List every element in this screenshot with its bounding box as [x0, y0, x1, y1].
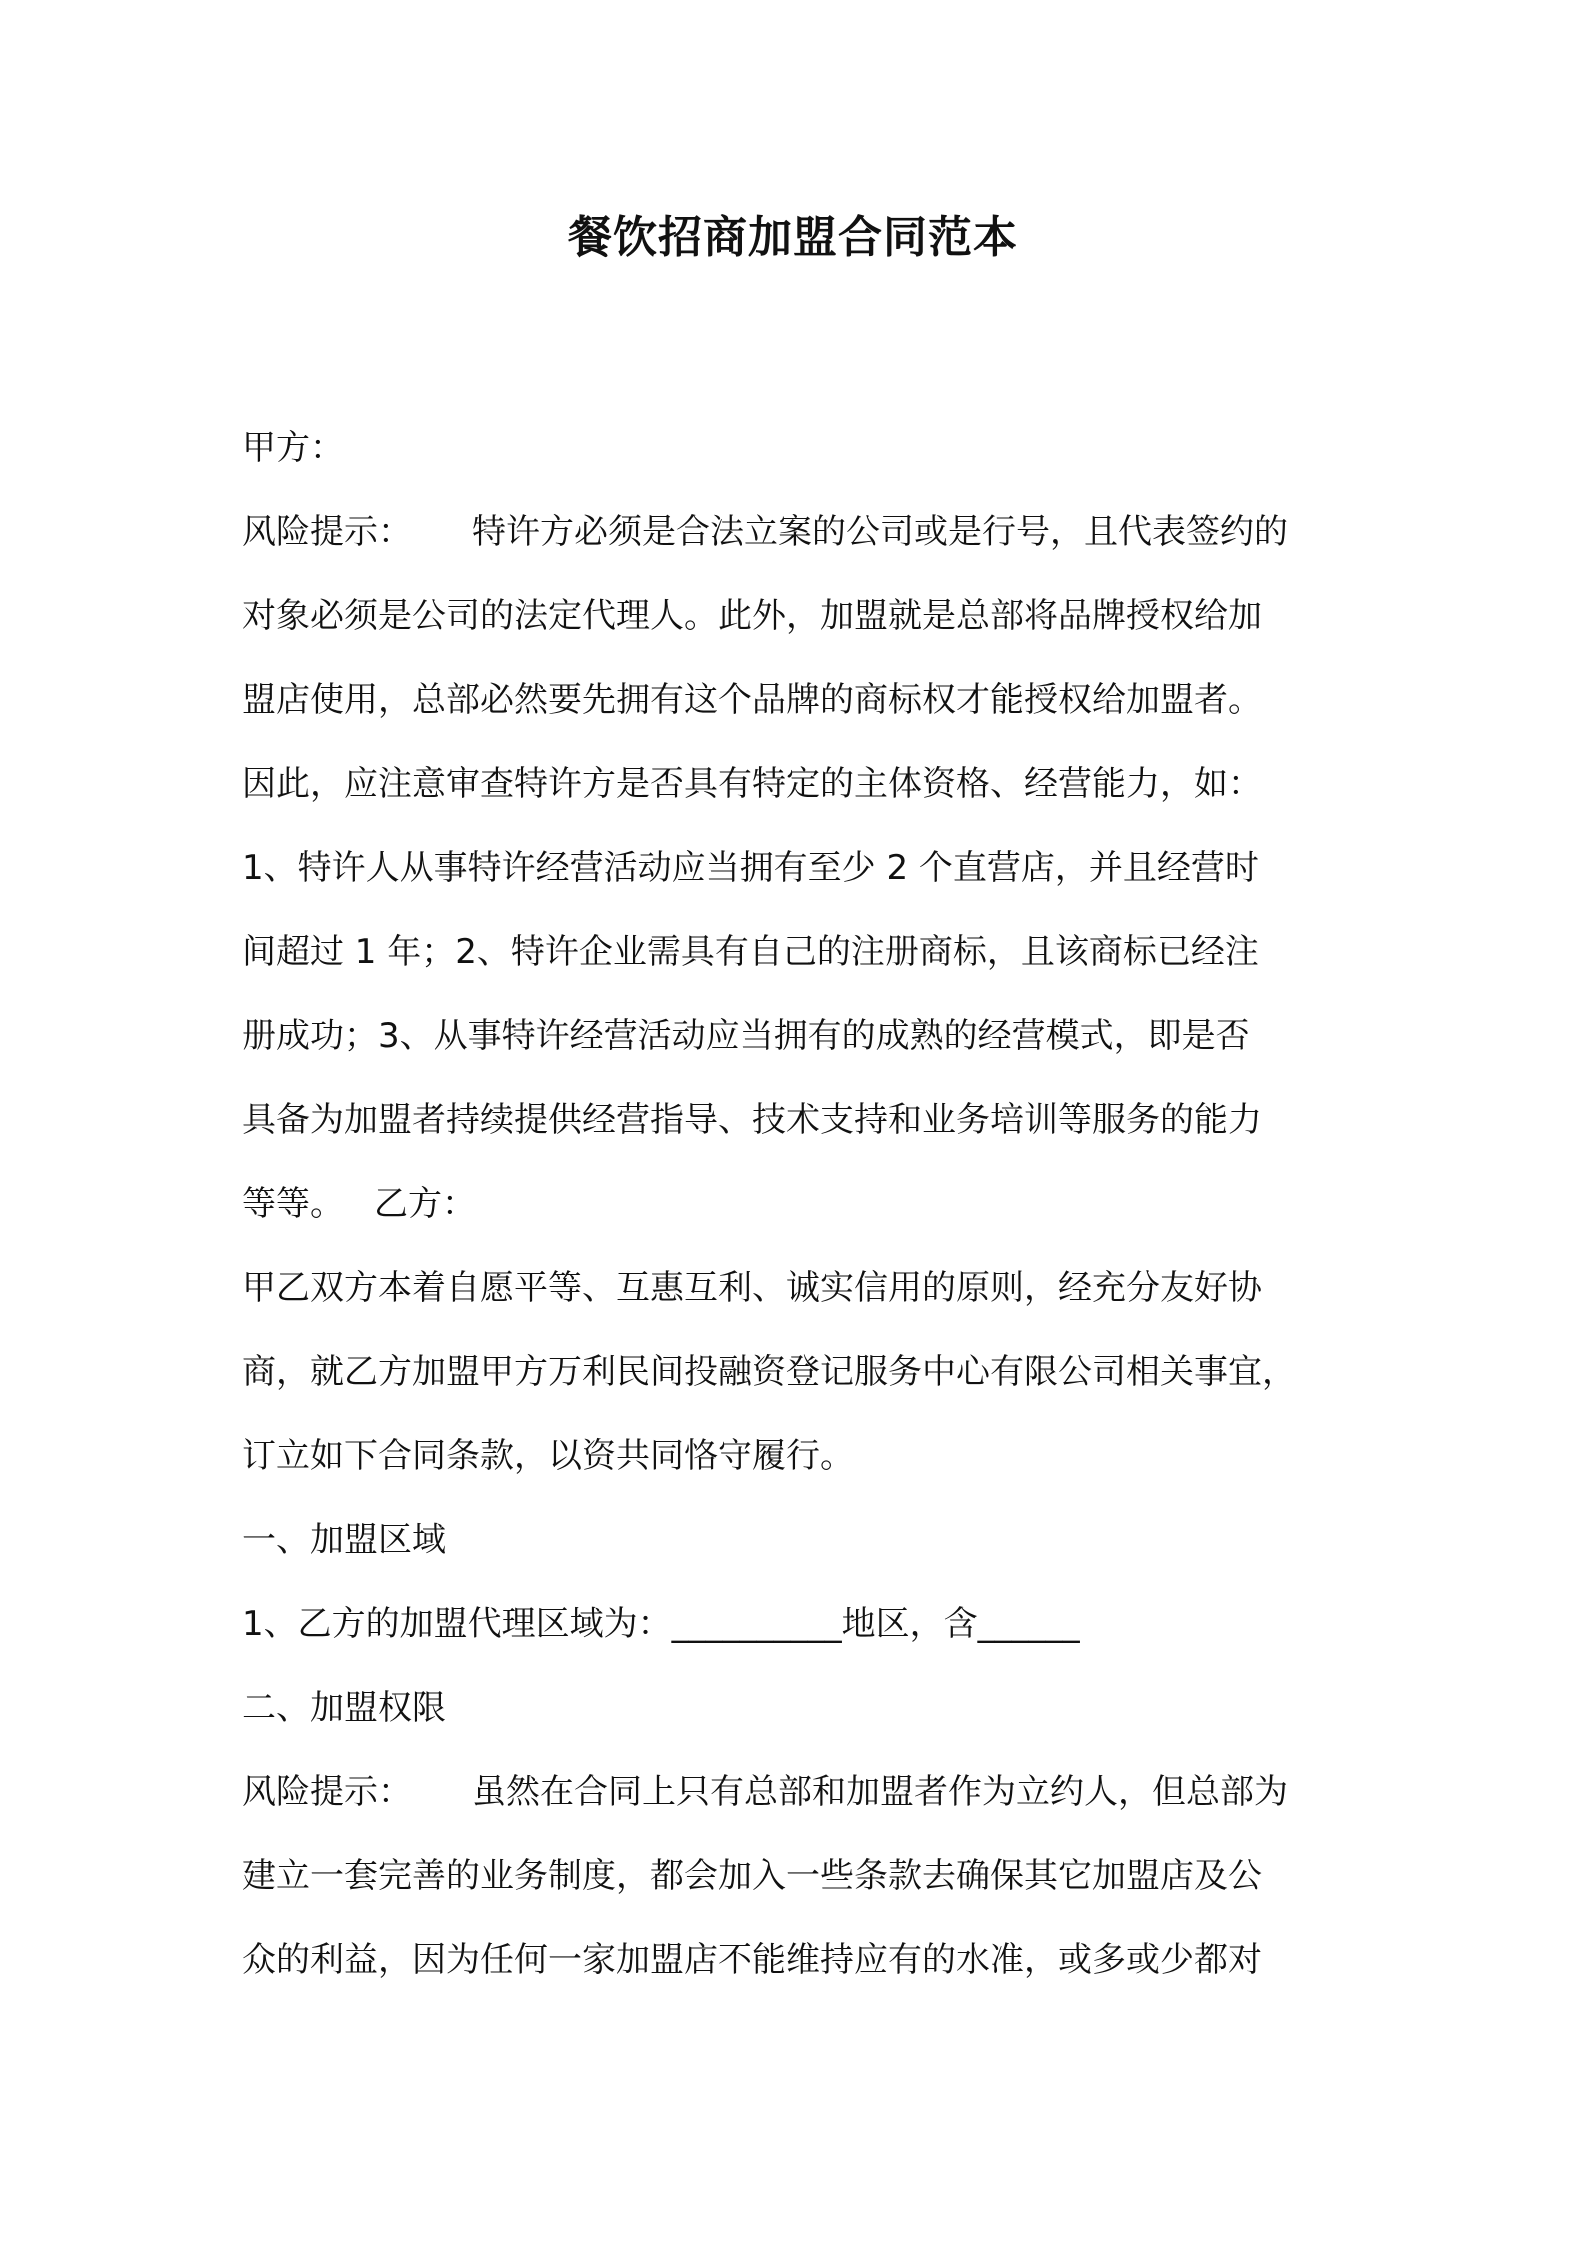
paragraph-line: 间超过 1 年；2、特许企业需具有自己的注册商标，且该商标已经注 [242, 932, 1259, 972]
paragraph-line: 商，就乙方加盟甲方万利民间投融资登记服务中心有限公司相关事宜， [242, 1352, 1296, 1392]
document-title: 餐饮招商加盟合同范本 [568, 212, 1018, 263]
clause-line: 1、乙方的加盟代理区域为：__________地区，含______ [242, 1604, 1080, 1644]
paragraph-line: 众的利益，因为任何一家加盟店不能维持应有的水准，或多或少都对 [242, 1940, 1262, 1980]
risk-text: 等等。 [242, 1184, 344, 1224]
section-heading: 一、加盟区域 [242, 1520, 446, 1560]
document-body [242, 406, 1382, 2002]
paragraph-line: 对象必须是公司的法定代理人。此外，加盟就是总部将品牌授权给加 [242, 596, 1262, 636]
paragraph-line: 具备为加盟者持续提供经营指导、技术支持和业务培训等服务的能力 [242, 1100, 1262, 1140]
party-a-line [242, 406, 1382, 490]
section-heading: 二、加盟权限 [242, 1688, 446, 1728]
risk-label: 风险提示： [242, 512, 412, 552]
paragraph-line: 1、特许人从事特许经营活动应当拥有至少 2 个直营店，并且经营时 [242, 848, 1259, 888]
party-a-label: 甲方： [242, 428, 344, 468]
risk-1-first-line [242, 490, 1382, 574]
risk-label: 风险提示： [242, 1772, 412, 1812]
paragraph-line: 盟店使用，总部必然要先拥有这个品牌的商标权才能授权给加盟者。 [242, 680, 1262, 720]
paragraph-line: 甲乙双方本着自愿平等、互惠互利、诚实信用的原则，经充分友好协 [242, 1268, 1262, 1308]
paragraph-line: 册成功；3、从事特许经营活动应当拥有的成熟的经营模式，即是否 [242, 1016, 1250, 1056]
party-b-label: 乙方： [374, 1184, 476, 1224]
paragraph-line: 建立一套完善的业务制度，都会加入一些条款去确保其它加盟店及公 [242, 1856, 1262, 1896]
paragraph-line: 因此，应注意审查特许方是否具有特定的主体资格、经营能力，如： [242, 764, 1262, 804]
risk-1-last-line [242, 1162, 1382, 1246]
paragraph-line: 订立如下合同条款，以资共同恪守履行。 [242, 1436, 854, 1476]
risk-2-first-line [242, 1750, 1382, 1834]
risk-text: 特许方必须是合法立案的公司或是行号，且代表签约的 [472, 512, 1288, 552]
risk-text: 虽然在合同上只有总部和加盟者作为立约人，但总部为 [472, 1772, 1288, 1812]
